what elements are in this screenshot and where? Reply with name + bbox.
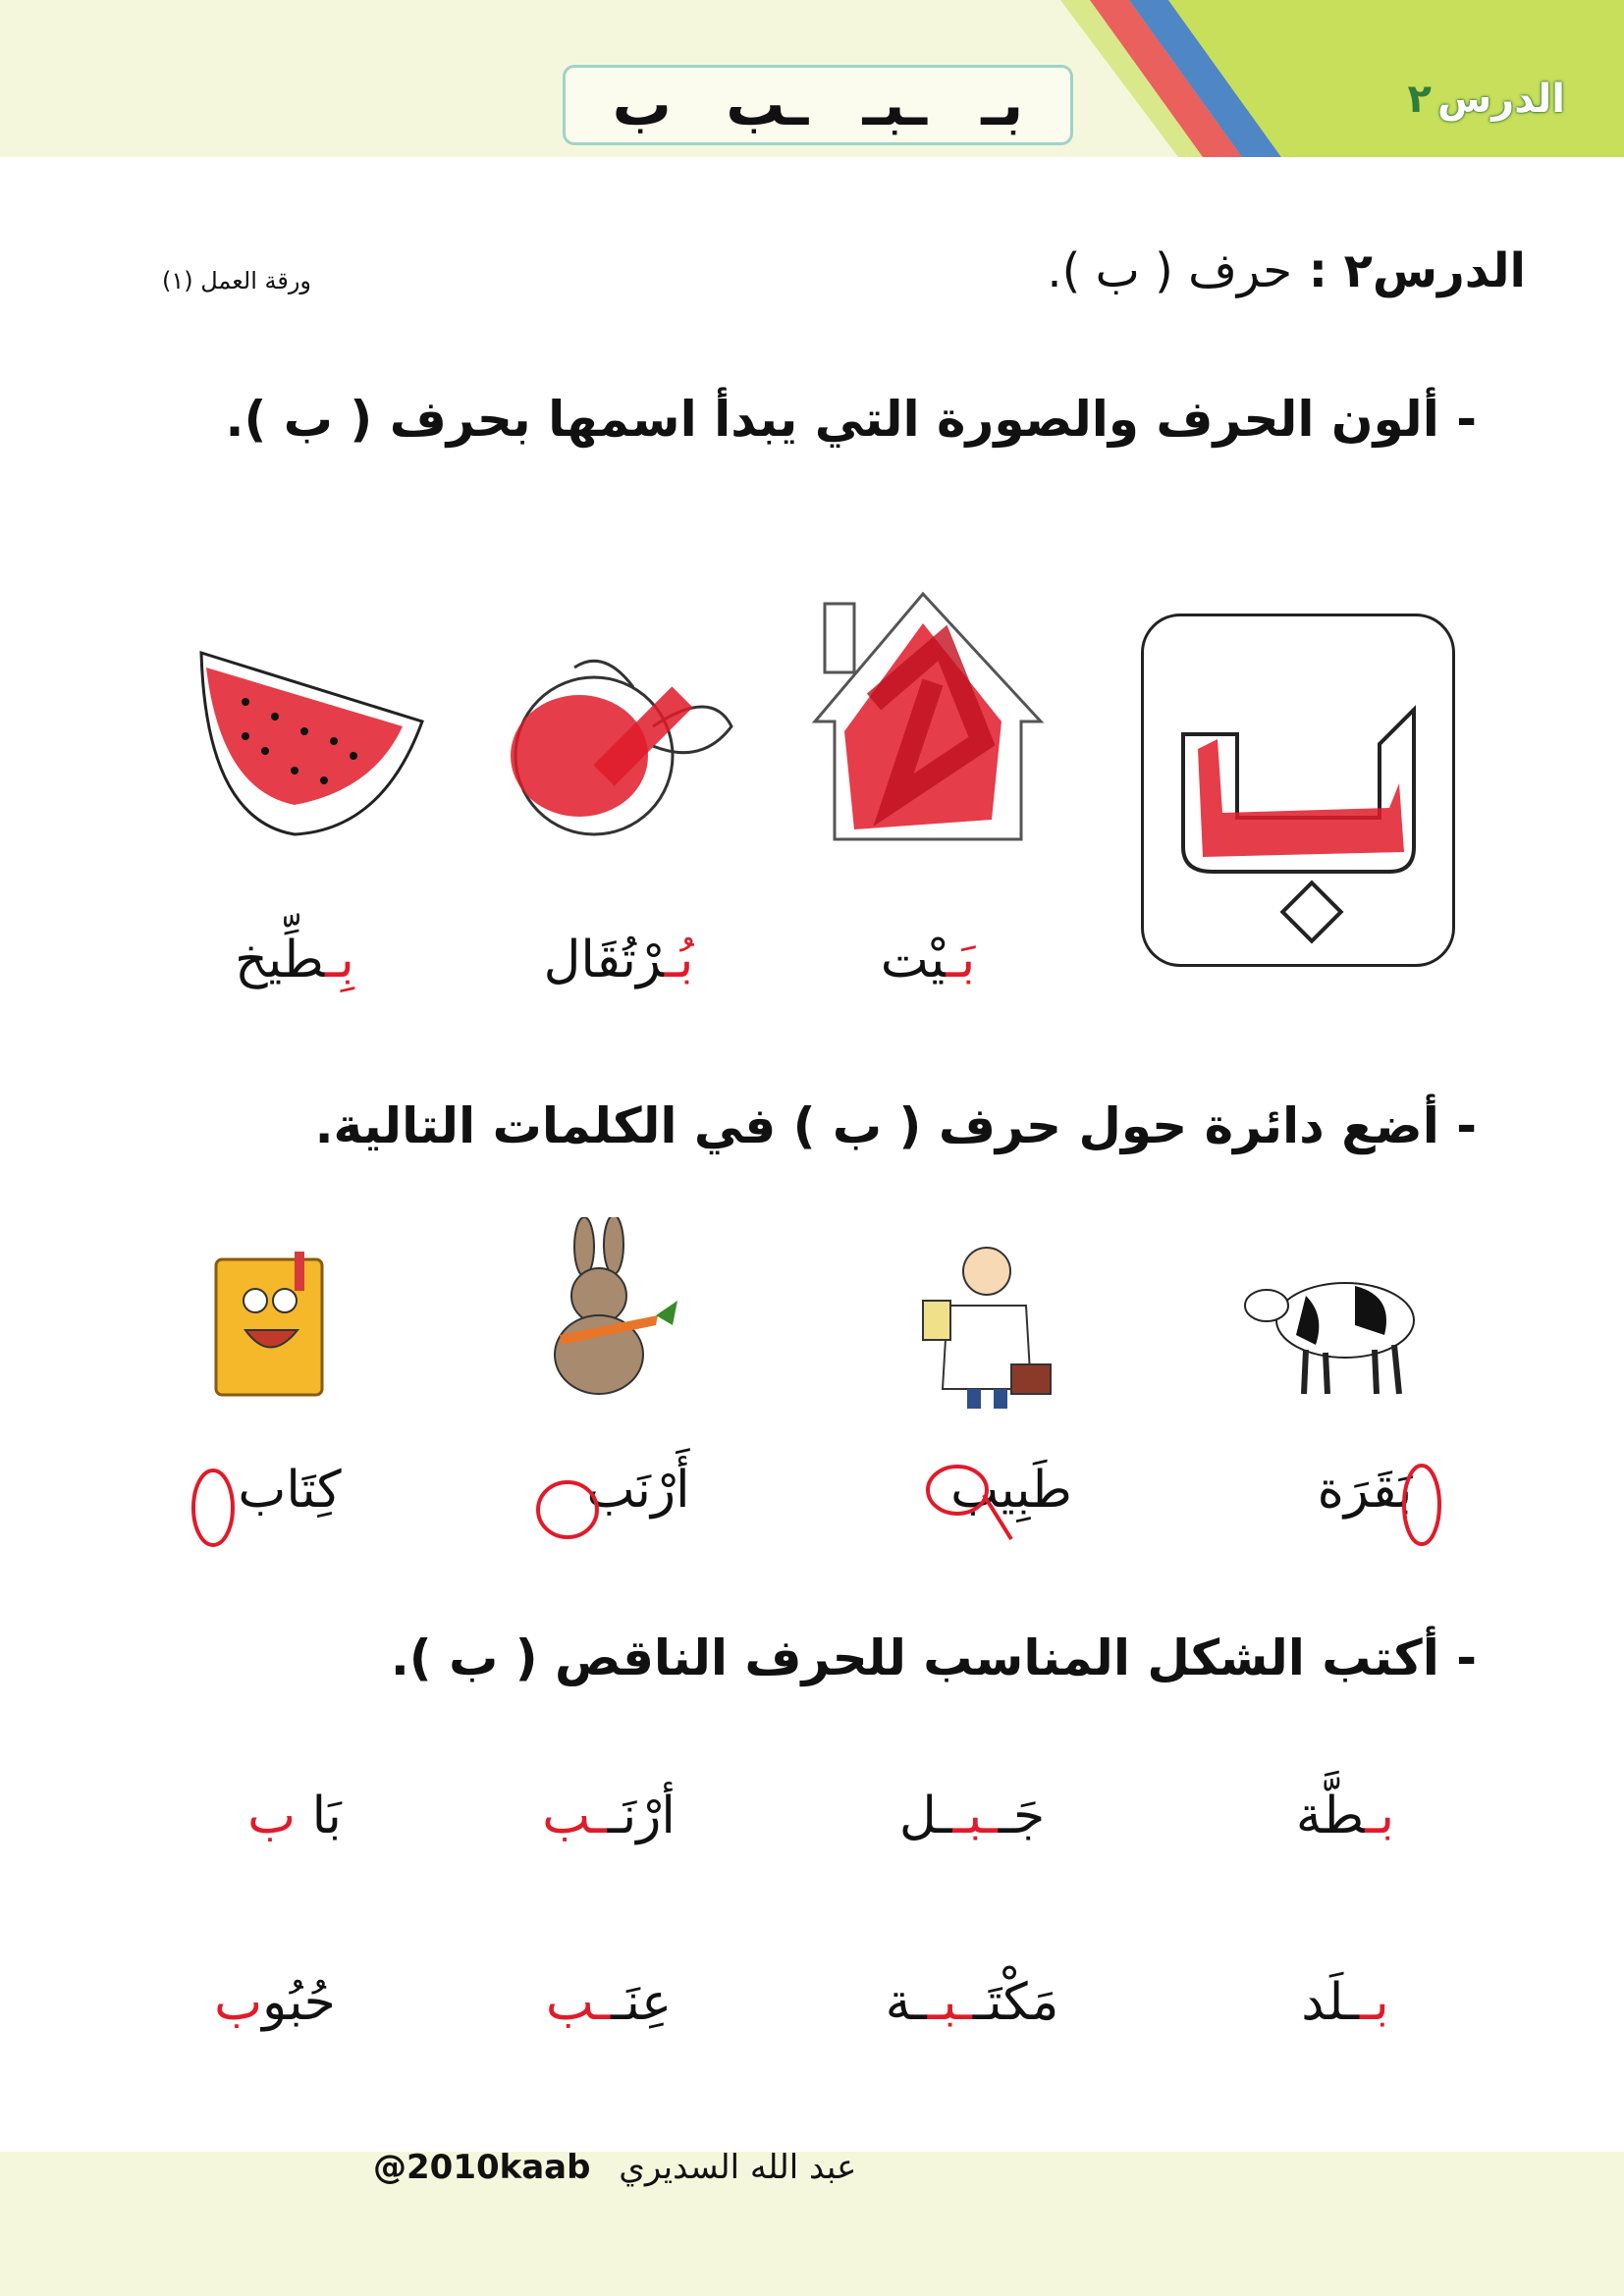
page-title-lesson: الدرس٢ : [1308,243,1526,298]
letter-form-initial: بـ [981,71,1024,139]
big-letter-drawing [1144,616,1452,964]
circle-mark [1394,1456,1453,1554]
instruction-write: - أكتب الشكل المناسب للحرف الناقص ( ب ). [390,1629,1477,1686]
letter-forms-box [563,65,1073,145]
lesson-badge [1408,77,1565,122]
house-picture [795,584,1060,849]
fill-word-jabal: جَــبــل [898,1787,1046,1845]
footer-handle: @2010kaab [373,2148,591,2187]
fill-word-batta: بـطَّة [1295,1787,1395,1845]
page-title [1047,243,1526,298]
letter-form-final: ـب [726,71,809,139]
cow-picture [1237,1256,1424,1404]
letter-form-isolated: ب [612,71,672,139]
word-kitab: كِتَاب [182,1461,398,1520]
circle-mark [530,1475,609,1554]
circle-mark [923,1461,1021,1559]
fill-word-maktaba: مَكْتَــبــة [885,1973,1059,2032]
instruction-color: - ألون الحرف والصورة التي يبدأ اسمها بحرف ( ب ). [225,391,1477,448]
lesson-badge-label: الدرس [1436,77,1565,122]
word-arnab: أَرْنَب [530,1461,746,1520]
page-title-letter: حرف ( ب ). [1047,243,1292,298]
book-picture [211,1252,329,1399]
fill-word-balad: بــلَد [1301,1973,1389,2032]
word-tabib: طَبِيب [903,1461,1119,1520]
footer-credit [373,2148,856,2187]
instruction-circle: - أضع دائرة حول حرف ( ب ) في الكلمات التالية. [314,1097,1477,1154]
doctor-picture [913,1242,1060,1414]
letter-form-medial: ـبـ [862,71,927,139]
footer-author: عبد الله السديري [619,2148,857,2187]
big-letter-card [1141,614,1455,967]
word-burtuqal: بُـرْتُقَال [543,931,694,989]
circle-mark [182,1461,260,1559]
worksheet-label: ورقة العمل (١) [162,267,312,294]
fill-word-hubub: حُبُوب [214,1973,336,2032]
rabbit-picture [530,1217,687,1404]
orange-picture [486,648,741,854]
word-bayt: بَـيْت [880,931,976,989]
word-battikh: بِـطِّيخ [235,931,354,989]
lesson-badge-number: ٢ [1407,77,1432,122]
watermelon-picture [187,643,442,849]
fill-word-inab: عِنَــب [545,1973,673,2032]
fill-word-arnab: أرْنَــب [542,1787,676,1845]
word-baqara: بَقَرَة [1257,1461,1473,1520]
fill-word-baba: بَا ب [247,1787,342,1845]
